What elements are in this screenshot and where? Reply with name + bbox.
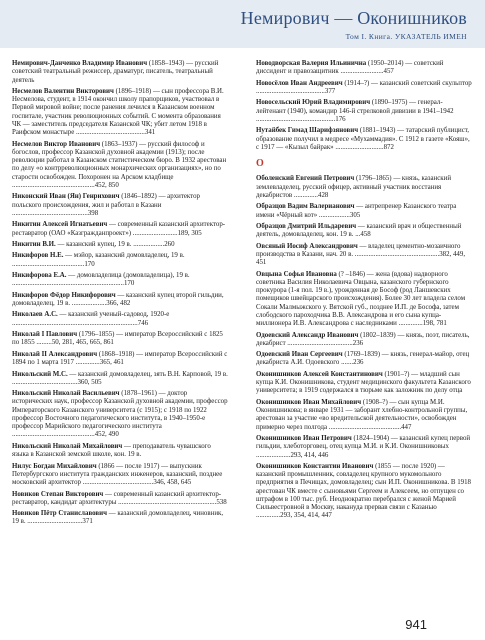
entry-text: (1802–1839) — князь, поэт, писатель, декабрист ......................................236 bbox=[256, 331, 470, 347]
entry-text: — казанский ученый-садовод, 1920-е .........................................................................746 bbox=[12, 311, 170, 327]
entry-name: Оконишников Константин Иванович bbox=[256, 462, 374, 470]
index-entry bbox=[12, 272, 228, 289]
entry-name: Никифоров Н.Е. bbox=[12, 252, 64, 260]
entry-text: (1855 — после 1920) — казанский промышленник, совладелец крупного мукомольного предприятия в Печищах, домовладелец; сын И.П. Оконишникова. В 1918 арестован ЧК вместе с сыновьями Сергеем и Алексеем, но отпущен со штрафом в 100 тыс. руб. Неоднократно перебрался с женой Марией Сильвестровной в Москву, накануда прервав связи с Казанью ..............293, 354, 414, 447 bbox=[256, 462, 472, 520]
entry-name: Никольский М.С. bbox=[12, 370, 68, 378]
entry-name: Никитин В.И. bbox=[12, 240, 56, 248]
index-entry bbox=[256, 332, 472, 349]
index-entry bbox=[12, 141, 228, 191]
index-entry bbox=[256, 435, 472, 460]
entry-text: (1881–1943) — татарский публицист, образование получил в медресе «Мухаммадия». С 1912 в газете «Кояш», с 1917 — «Кызыл байрак» ............................872 bbox=[256, 127, 470, 151]
index-entry bbox=[12, 88, 228, 138]
index-entry bbox=[12, 351, 228, 368]
index-entry bbox=[256, 351, 472, 368]
entry-text: — преподаватель чувашского языка в Казанской земской школе, кон. 19 в. bbox=[12, 442, 211, 459]
index-entry bbox=[12, 60, 228, 85]
entry-text: (1868–1918) — император Всероссийский с 1894 по 1 марта 1917 ..............365, 461 bbox=[12, 350, 228, 367]
entry-text: (1908–?) — сын купца М.И. Оконишникова; в январе 1931 — заборант хлебно-контрольной группы, арестован за участие «во вредительской деятельности», освобожден примерно через полгода ..........................................447 bbox=[256, 398, 468, 431]
index-entry bbox=[12, 443, 228, 460]
entry-name: Никифоров Фёдор Никифорович bbox=[12, 291, 116, 299]
index-entry bbox=[256, 60, 472, 77]
entry-name: Оконишников Иван Михайлович bbox=[256, 398, 362, 406]
entry-name: Никифорова Е.А. bbox=[12, 272, 67, 280]
entry-text: (1950–2014) — советский диссидент и правозащитник .........................457 bbox=[256, 60, 444, 76]
index-entry bbox=[12, 331, 228, 348]
index-entry bbox=[12, 463, 228, 488]
index-entry bbox=[12, 193, 228, 218]
entry-text: — казанский купец второй гильдии, домовладелец, 19 в. ....................366, 482 bbox=[12, 291, 224, 307]
index-entry bbox=[256, 399, 472, 432]
entry-name: Несмелов Виктор Иванович bbox=[12, 140, 101, 148]
entry-name: Овсяный Иосиф Александрович bbox=[256, 242, 358, 250]
entry-text: (1846–1892) — архитектор польского происхождения, жил и работал в Казани ............................................398 bbox=[12, 193, 200, 217]
index-entry bbox=[256, 127, 472, 152]
index-entry bbox=[12, 371, 228, 388]
entry-name: Новосельский Юрий Владимирович bbox=[256, 99, 371, 107]
entry-text: (1769–1839) — князь, генерал-майор, отец декабриста А.И. Одоевского .......236 bbox=[256, 351, 470, 367]
entry-name: Николай II Александрович bbox=[12, 350, 98, 358]
entry-text: (1863–1937) — русский философ и богослов, профессор Казанской духовной академии (1913); после революции работал в Казанском статистическом бюро. В 1932 арестован по делу «о контрреволюционных монархических организациях», но по старости освобожден. Похоронен на Арском кладбище ................................................452, 850 bbox=[12, 140, 227, 189]
index-entry bbox=[256, 80, 472, 97]
section-letter: О bbox=[256, 158, 264, 170]
entry-name: Образцов Дмитрий Ильдаревич bbox=[256, 222, 357, 230]
entry-text: (1896–1918) — сын профессора В.И. Несмелова, студент, в 1914 окончил школу прапорщиков, участвовал в Первой мировой войне; после ранения лечился в Казанском военном госпитале, участник революционных событий. С момента образования ЧК — заместитель председателя Казанской ЧК; убит летом 1918 в Раифском монастыре ........................................341 bbox=[12, 87, 224, 137]
right-column-top-entries bbox=[256, 60, 472, 152]
entry-name: Одоевский Александр Иванович bbox=[256, 331, 359, 339]
index-entry bbox=[256, 99, 472, 124]
index-entry bbox=[12, 510, 228, 527]
entry-text: (1890–1975) — генерал-лейтенант (1940), командир 146-й стрелковой дивизии в 1941–1942 ..............................................176 bbox=[256, 99, 454, 123]
entry-text: — домовладелица (домовладелица), 19 в. .................................................................170 bbox=[12, 272, 190, 288]
entry-name: Новодворская Валерия Ильинична bbox=[256, 60, 367, 67]
entry-name: Образцов Вадим Валерианович bbox=[256, 203, 355, 211]
index-entry bbox=[12, 491, 228, 508]
entry-text: — современный казанский архитектор-реставратор (ОАО «Казгражданпроект») ..........................189, 305 bbox=[12, 221, 226, 237]
entry-name: Никольский Николай Михайлович bbox=[12, 442, 123, 450]
running-subtitle: Том I. Книга. УКАЗАТЕЛЬ ИМЕН bbox=[345, 32, 467, 41]
entry-text: (1824–1904) — казанский купец первой гильдии, хлеботорговец, отец купца М.И. и К.И. Оконишниковых ....................293, 414, 446 bbox=[256, 435, 471, 459]
entry-text: — казанский врач и общественный деятель, домовладелец, кон. 19 в. ...458 bbox=[256, 222, 462, 239]
entry-text: (1878–1961) — доктор исторических наук, профессор Казанской духовной академии, профессор Императорского Казанского университета (с 1915); с 1918 по 1922 профессор Восточного педагогического института, в 1940–1950-е профессор Марийского педагогического института ................................................452, 490 bbox=[12, 390, 228, 439]
entry-text: (1858–1943) — русский советский театральный режиссер, драматург, писатель, театральный деятель bbox=[12, 60, 219, 84]
index-entry bbox=[12, 311, 228, 328]
entry-text: (? –1846) — жена (вдова) надворного советника Василия Николаевича Овцына, казанского губернского прокурора (1-я пол. 19 в.), урожденная де Бософ (род Ланшевских помещиков швейцарского происхождения). Более 30 лет владела селом Сокали Малмыжского у. Вятской губ., позднее И.П. де Бософа, затем слободского пароходчика В.В. Александрова и его сына купца-миллионера И.В. Александрова с наследниками ..............198, 781 bbox=[256, 270, 466, 328]
index-entry bbox=[12, 252, 228, 269]
entry-name: Никонский Иван (Ян) Генрихович bbox=[12, 193, 120, 201]
entry-text: — мэйор, казанский домовладелец, 19 в. ..........................................170 bbox=[12, 252, 185, 268]
index-entry bbox=[256, 203, 472, 220]
entry-name: Оконишников Алексей Константинович bbox=[256, 370, 383, 378]
entry-text: — казанский купец, 19 в. ..................260 bbox=[55, 240, 175, 248]
right-column bbox=[256, 60, 472, 524]
index-entry bbox=[256, 175, 472, 200]
entry-text: — антрепренер Казанского театра имени «Чёрный кот» ..................305 bbox=[256, 203, 457, 219]
entry-name: Николаев А.С. bbox=[12, 311, 58, 319]
entry-name: Овцына Софья Ивановна bbox=[256, 270, 337, 278]
entry-name: Одоевский Иван Сергеевич bbox=[256, 351, 343, 359]
entry-name: Несмелов Валентин Викторович bbox=[12, 87, 114, 95]
entry-name: Оболенский Евгений Петрович bbox=[256, 175, 355, 183]
page-number: 941 bbox=[405, 617, 427, 632]
entry-text: — владелец цементно-мозаичного производства в Казани, нач. 20 в. .................................................382, 449, 451 bbox=[256, 242, 466, 267]
index-entry bbox=[12, 221, 228, 238]
index-entry bbox=[12, 390, 228, 440]
entry-text: (1796–1855) — император Всероссийский с 1825 по 1855 .........50, 281, 465, 665, 861 bbox=[12, 331, 223, 347]
entry-text: — казанский домовладелец, чиновник, 19 в. ................................371 bbox=[12, 510, 224, 526]
page-header bbox=[0, 0, 485, 48]
entry-text: (1866 — после 1917) — выпускник Петербургского института гражданских инженеров, казанский, позднее московский архитектор .........................................346, 458, 645 bbox=[12, 462, 223, 487]
index-entry bbox=[12, 241, 228, 249]
entry-name: Новосёлов Иван Андреевич bbox=[256, 79, 343, 87]
right-column-bottom-entries bbox=[256, 175, 472, 520]
entry-text: — казанский домовладелец, зять В.Н. Карповой, 19 в. ......................................360, 505 bbox=[12, 370, 228, 386]
entry-name: Никитин Алексей Игнатьевич bbox=[12, 221, 108, 229]
entry-name: Новиков Степан Викторович bbox=[12, 490, 104, 498]
entry-name: Немирович-Данченко Владимир Иванович bbox=[12, 60, 148, 67]
index-entry bbox=[256, 243, 472, 268]
entry-text: (1901–?) — младший сын купца К.И. Оконишникова, студент медицинского факультета Казанского университета; в 1919 содержался в тюрьме как заложник по делу отца bbox=[256, 370, 471, 395]
entry-name: Оконишников Иван Петрович bbox=[256, 435, 352, 442]
entry-text: — современный казанский архитектор-реставратор, кандидат архитектуры .........................................................538 bbox=[12, 490, 227, 506]
entry-text: (1914–?) — казанский советский скульптор ........................................377 bbox=[256, 79, 472, 95]
entry-name: Николай I Павлович bbox=[12, 331, 78, 339]
index-entry bbox=[256, 223, 472, 240]
index-entry bbox=[256, 271, 472, 329]
index-entry bbox=[256, 371, 472, 396]
left-column bbox=[12, 60, 228, 530]
entry-name: Никольский Николай Васильевич bbox=[12, 390, 120, 398]
running-title: Немирович — Оконишников bbox=[240, 8, 467, 28]
entry-name: Нилус Богдан Михайлович bbox=[12, 462, 97, 470]
entry-text: (1796–1865) — князь, казанский землевладелец, русский офицер, активный участник восстания декабристов ..............428 bbox=[256, 175, 452, 199]
entry-name: Новиков Пётр Станиславович bbox=[12, 510, 107, 518]
index-entry bbox=[12, 292, 228, 309]
index-entry bbox=[256, 463, 472, 521]
entry-name: Нутайбек Гимад Шарифзянович bbox=[256, 127, 359, 135]
